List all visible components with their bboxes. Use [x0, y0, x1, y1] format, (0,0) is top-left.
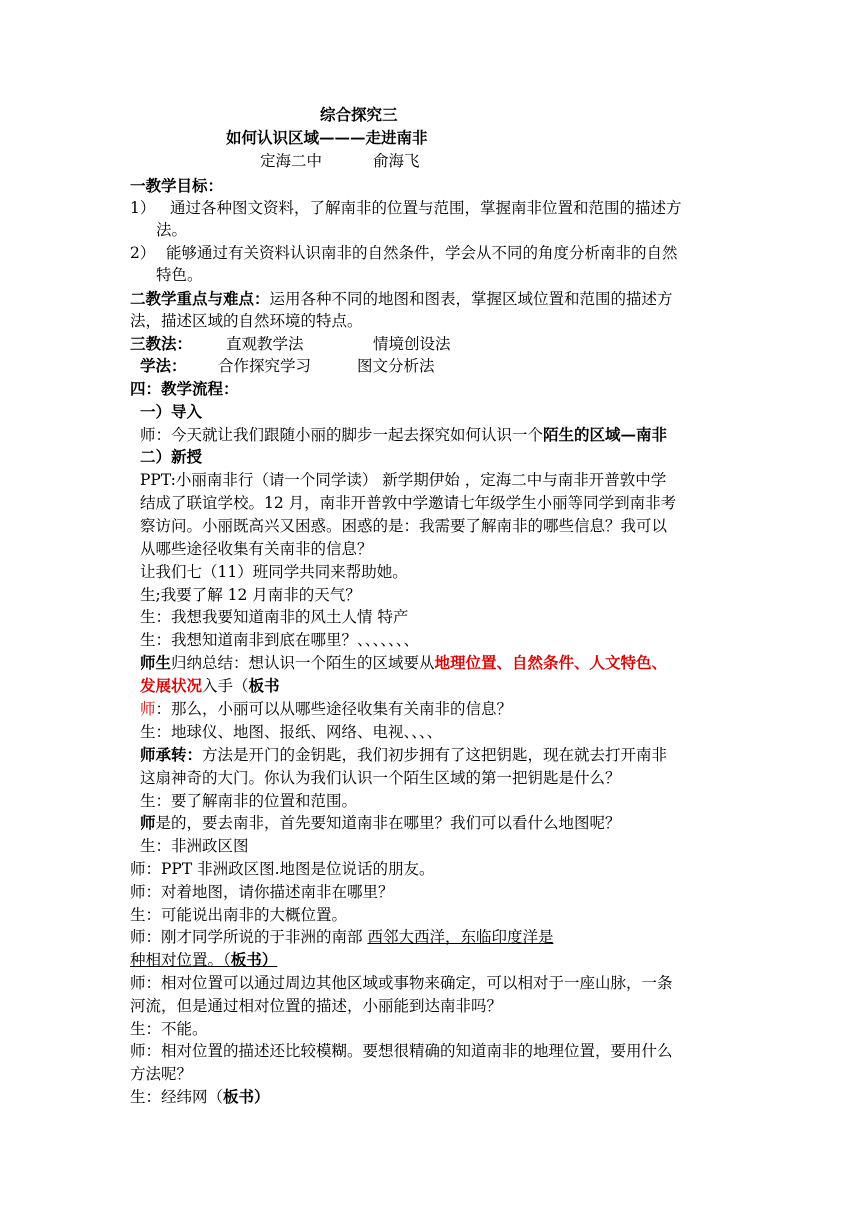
teacher-relative-text: 师：刚才同学所说的于非洲的南部: [130, 928, 368, 946]
student-approx-position: 生：可能说出南非的大概位置。: [130, 906, 348, 924]
author-name: 俞海飞: [373, 152, 420, 170]
teacher-label-red: 师: [140, 700, 156, 718]
objective-2-text-cont: 特色。: [156, 266, 203, 284]
summary-text: 归纳总结：想认识一个陌生的区域要从: [171, 654, 435, 672]
teacher-relative-explain-1: 师：相对位置可以通过周边其他区域或事物来确定，可以相对于一座山脉，一条: [130, 974, 673, 992]
story-line-2: 结成了联谊学校。12 月，南非开普敦中学邀请七年级学生小丽等同学到南非考: [140, 494, 677, 512]
teacher-describe: 师：对着地图，请你描述南非在哪里？: [130, 883, 394, 901]
intro-heading: 一）导入: [140, 402, 203, 421]
learning-method-label: 学法：: [140, 356, 187, 375]
objective-2-number: 2）: [130, 244, 156, 262]
teacher-precise-1: 师：相对位置的描述还比较模糊。要想很精确的知道南非的地理位置，要用什么: [130, 1042, 673, 1060]
story-line-1: PPT:小丽南非行（请一个同学读） 新学期伊始 ，定海二中与南非开普敦中学: [140, 471, 667, 489]
student-answer-weather: 生;我要了解 12 月南非的天气？: [140, 586, 361, 604]
summary-speaker: 师生: [140, 653, 172, 672]
teaching-method-1: 直观教学法: [226, 335, 304, 353]
teacher-label: 师: [140, 813, 156, 832]
teaching-method-label: 三教法：: [130, 334, 193, 353]
teacher-question-text: ：那么，小丽可以从哪些途径收集有关南非的信息？: [155, 700, 513, 718]
student-answer-sources: 生：地球仪、地图、报纸、网络、电视、、、、: [140, 723, 443, 741]
keypoints-line-1: 运用各种不同的地图和图表，掌握区域位置和范围的描述方: [269, 290, 673, 308]
teaching-method-2: 情境创设法: [373, 335, 451, 353]
teacher-transition-label: 师承转：: [140, 745, 203, 764]
teacher-map-question-text: 是的，要去南非，首先要知道南非在哪里？我们可以看什么地图呢？: [155, 814, 621, 832]
document-subtitle: 如何认识区域———走进南非: [226, 128, 428, 147]
teacher-transition-line-1: [140, 744, 667, 766]
summary-line-2: [140, 675, 280, 697]
student-answer-grid-text: 生：经纬网（: [130, 1088, 224, 1106]
summary-line-1: [140, 652, 667, 674]
keypoints-paragraph: [130, 288, 673, 310]
learning-method-2: 图文分析法: [357, 357, 435, 375]
summary-highlight: 地理位置、自然条件、人文特色、: [434, 653, 668, 672]
objective-1-text: 通过各种图文资料，了解南非的位置与范围，掌握南非位置和范围的描述方: [170, 199, 682, 217]
objective-2-text: 能够通过有关资料认识南非的自然条件，学会从不同的角度分析南非的自然: [166, 244, 678, 262]
teacher-relative-explain-2: 河流，但是通过相对位置的描述，小丽能到达南非吗？: [130, 997, 503, 1015]
intro-emphasis: 陌生的区域—南非: [543, 425, 668, 444]
summary-text-2: 入手（: [202, 677, 249, 695]
student-answer-position: 生：要了解南非的位置和范围。: [140, 792, 358, 810]
relative-position-text: 种相对位置。（: [130, 951, 231, 969]
teacher-relative-line-2: [130, 949, 277, 971]
board-note-2: 板书）: [230, 950, 278, 969]
objective-1-text-cont: 法。: [156, 221, 188, 239]
teacher-relative-line-1: [130, 926, 553, 948]
story-line-4: 从哪些途径收集有关南非的信息？: [140, 540, 373, 558]
new-lesson-heading: 二）新授: [140, 447, 203, 466]
student-answer-grid: [130, 1086, 270, 1108]
teacher-ppt-map: 师：PPT 非洲政区图.地图是位说话的朋友。: [130, 860, 435, 878]
story-line-5: 让我们七（11）班同学共同来帮助她。: [140, 563, 408, 581]
document-title: 综合探究三: [320, 105, 398, 124]
intro-text: 师：今天就让我们跟随小丽的脚步一起去探究如何认识一个: [140, 426, 544, 444]
board-note-3: 板书）: [223, 1087, 270, 1106]
teacher-transition-text: 方法是开门的金钥匙，我们初步拥有了这把钥匙，现在就去打开南非: [202, 746, 668, 764]
objective-1-number: 1）: [130, 199, 156, 217]
process-heading: 四：教学流程：: [130, 379, 239, 398]
student-answer-no: 生：不能。: [130, 1020, 208, 1038]
keypoints-heading: 二教学重点与难点：: [130, 289, 270, 308]
student-answer-map: 生：非洲政区图: [140, 837, 249, 855]
teacher-question-sources: [140, 698, 512, 720]
teacher-transition-line-2: 这扇神奇的大门。你认为我们认识一个陌生区域的第一把钥匙是什么？: [140, 769, 621, 787]
board-note: 板书: [248, 676, 280, 695]
summary-highlight-2: 发展状况: [140, 676, 203, 695]
teacher-map-question: [140, 812, 621, 834]
teacher-precise-2: 方法呢？: [130, 1065, 193, 1083]
story-line-3: 察访问。小丽既高兴又困惑。困惑的是：我需要了解南非的哪些信息？我可以: [140, 517, 668, 535]
student-answer-where: 生：我想知道南非到底在哪里？、、、、、、、: [140, 631, 420, 649]
objectives-heading: 一教学目标：: [130, 176, 224, 195]
intro-paragraph: [140, 424, 667, 446]
teacher-relative-underlined: 西邻大西洋，东临印度洋是: [367, 928, 554, 946]
school-name: 定海二中: [260, 152, 323, 170]
keypoints-line-2: 法，描述区域的自然环境的特点。: [130, 312, 363, 330]
learning-method-1: 合作探究学习: [218, 357, 312, 375]
student-answer-customs: 生：我想我要知道南非的风土人情 特产: [140, 608, 409, 626]
